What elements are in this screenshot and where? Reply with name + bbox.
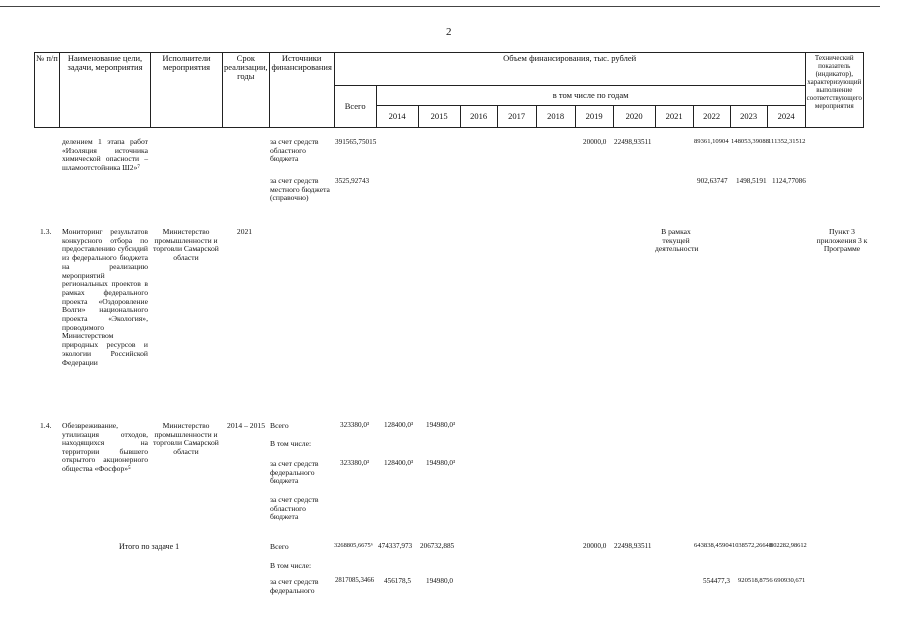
total-task-1-2015: 206732,885: [420, 542, 455, 550]
row-continued-src-local: за счет средств местного бюджета (справочно): [270, 176, 330, 203]
hdr-year-2024: 2024: [767, 106, 805, 128]
row-1-3-num: 1.3.: [40, 227, 52, 236]
row-continued-regional-total: 391565,75015: [335, 138, 377, 146]
total-task-1-federal-total: 2817085,3466: [335, 577, 375, 584]
hdr-total: Всего: [334, 86, 376, 128]
hdr-year-2016: 2016: [460, 106, 497, 128]
hdr-num: № п/п: [35, 53, 60, 128]
row-continued-regional-2019: 20000,0: [583, 138, 607, 146]
row-1-4-exec: Министерство промышленности и торговли Самарской области: [153, 421, 219, 456]
row-1-3-note-2021: В рамках текущей деятельности: [655, 227, 699, 254]
top-rule: [0, 6, 880, 7]
hdr-year-2014: 2014: [376, 106, 418, 128]
hdr-year-2018: 2018: [536, 106, 575, 128]
hdr-year-2022: 2022: [693, 106, 730, 128]
total-task-1-src-total: Всего: [270, 542, 289, 551]
hdr-year-2017: 2017: [497, 106, 536, 128]
hdr-year-2019: 2019: [575, 106, 613, 128]
total-task-1-2019: 20000,0: [583, 542, 607, 550]
row-continued-regional-2023: 148053,39088: [731, 138, 769, 145]
total-task-1-2020: 22498,93511: [614, 542, 652, 550]
hdr-exec: Исполнители мероприятия: [151, 53, 223, 128]
row-1-4-total-2015: 194980,0³: [426, 421, 456, 429]
row-continued-local-2023: 1498,5191: [736, 177, 767, 185]
row-1-4-num: 1.4.: [40, 421, 52, 430]
total-task-1-federal-2024: 690930,671: [774, 577, 806, 584]
row-1-4-src-total: Всего: [270, 421, 289, 430]
row-1-3-exec: Министерство промышленности и торговли Самарской области: [153, 227, 219, 262]
row-1-4-name: Обезвреживание, утилизация отходов, находящихся на территории бывшего открытого акционерного общества «Фосфор»⁵: [62, 421, 148, 473]
total-task-1-2023: 1038572,26648: [732, 542, 772, 549]
hdr-name: Наименование цели, задачи, мероприятия: [60, 53, 151, 128]
total-task-1-incl: В том числе:: [270, 561, 312, 570]
row-1-4-federal-2014: 128400,0³: [384, 459, 414, 467]
row-1-4-term: 2014 – 2015: [227, 421, 265, 430]
hdr-year-2015: 2015: [418, 106, 460, 128]
hdr-volume: Объем финансирования, тыс. рублей: [334, 53, 805, 86]
row-continued-local-2024: 1124,77086: [772, 177, 806, 185]
total-task-1-label: Итого по задаче 1: [119, 542, 180, 551]
row-1-3-term: 2021: [236, 227, 253, 236]
row-1-4-federal-total: 323380,0³: [340, 459, 370, 467]
row-continued-name: делением 1 этапа работ «Изоляция источника химической опасности – шламоотстойника Ш2»⁷: [62, 137, 148, 172]
row-continued-regional-2020: 22498,93511: [614, 138, 652, 146]
total-task-1-2022: 643838,45904: [694, 542, 732, 549]
total-task-1-federal-2023: 920518,8756: [738, 577, 773, 584]
total-task-1-federal-2015: 194980,0: [426, 577, 453, 585]
total-task-1-total: 3268805,6675⁶: [334, 542, 373, 549]
row-1-4-src-regional: за счет средств областного бюджета: [270, 495, 319, 522]
row-1-4-incl: В том числе:: [270, 439, 312, 448]
hdr-year-2023: 2023: [730, 106, 767, 128]
header-table: [34, 52, 864, 128]
row-1-4-src-federal: за счет средств федерального бюджета: [270, 459, 319, 486]
hdr-year-2021: 2021: [655, 106, 693, 128]
total-task-1-federal-2014: 456178,5: [384, 577, 411, 585]
row-1-4-total-2014: 128400,0³: [384, 421, 414, 429]
total-task-1-federal-2022: 554477,3: [703, 577, 730, 585]
row-1-3-indicator: Пункт 3 приложения 3 к Программе: [816, 227, 868, 254]
hdr-source: Источники финансирования: [269, 53, 334, 128]
total-task-1-2024: 802282,98612: [770, 542, 807, 549]
row-continued-src-regional: за счет средств областного бюджета: [270, 137, 319, 164]
page-number: 2: [446, 26, 452, 38]
hdr-by-years: в том числе по годам: [376, 86, 805, 106]
row-continued-regional-2022: 89361,10904: [694, 138, 729, 145]
row-continued-regional-2024: 111352,31512: [768, 138, 806, 145]
row-1-4-total: 323380,0³: [340, 421, 370, 429]
row-continued-local-2022: 902,63747: [697, 177, 728, 185]
total-task-1-src-federal: за счет средств федерального: [270, 577, 319, 595]
row-1-4-federal-2015: 194980,0³: [426, 459, 456, 467]
row-continued-local-total: 3525,92743: [335, 177, 370, 185]
row-1-3-name: Мониторинг результатов конкурсного отбора по предоставлению субсидий из федерального бюджета на реализацию мероприятий региональных проектов в рамках федерального проекта «Оздоровление Волги» национального проекта «Экология», проводимого Министерством природных ресурсов и экологии Российской Федерации: [62, 227, 148, 367]
hdr-year-2020: 2020: [613, 106, 655, 128]
hdr-indicator: Технический показатель (индикатор), характеризующий выполнение соответствующего мероприятия: [805, 53, 863, 128]
total-task-1-2014: 474337,973: [378, 542, 413, 550]
hdr-term: Срок реализации, годы: [223, 53, 270, 128]
